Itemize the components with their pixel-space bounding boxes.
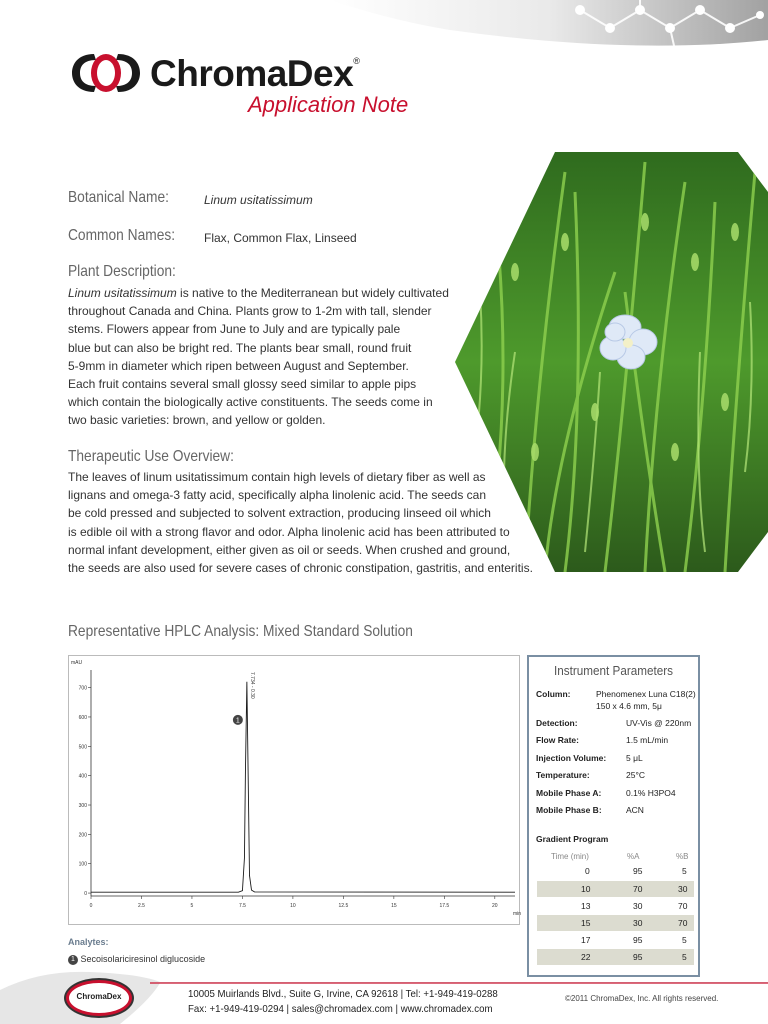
chromatogram-trace [91,682,515,892]
molecule-decoration [330,0,768,60]
param-value: 5 μL [626,753,643,763]
footer-logo-text: ChromaDex [76,992,122,1001]
instrument-parameters-panel [527,655,700,977]
column-value-2: 150 x 4.6 mm, 5μ [596,701,662,711]
plant-description-heading: Plant Description: [68,263,176,280]
param-label: Flow Rate: [536,735,579,745]
gradient-row: 17 95 5 [581,935,687,945]
x-tick-label: 15 [391,903,397,909]
param-label: Detection: [536,718,578,728]
plant-description-text: Linum usitatissimum is native to the Mediterranean but widely cultivated throughout Canada and China. Plants grow to 1-2m with tall, slender stems. Flowers appear from June to July and are typically pale blue but can also be bright red. The plants bear small, round fruit 5-9mm in diameter which ripen between August and September. Each fruit contains several small glossy seed similar to apple pips which contain the biologically active constituents. The seeds come in two basic varieties: brown, and yellow or golden. [68,286,449,428]
column-label: Column: [536,689,571,699]
chromatogram-chart [68,655,520,925]
x-tick-label: 0 [89,903,93,909]
hplc-heading: Representative HPLC Analysis: Mixed Standard Solution [68,623,413,640]
analyte-number-badge: 1 [68,955,78,965]
footer-address: 10005 Muirlands Blvd., Suite G, Irvine, CA 92618 | Tel: +1-949-419-0288 [188,988,498,1000]
param-value: 0.1% H3PO4 [626,788,676,798]
x-axis-label: min [513,911,521,917]
x-tick-label: 2.5 [137,903,145,909]
y-tick-label: 0 [84,891,87,898]
y-tick-label: 600 [78,714,87,721]
x-tick-label: 10 [290,903,296,909]
y-tick-label: 300 [78,803,87,810]
x-tick-label: 17.5 [439,903,450,909]
x-tick-label: 20 [492,903,498,909]
common-names-value: Flax, Common Flax, Linseed [204,231,357,245]
application-note-title: Application Note [248,92,409,117]
param-label: Mobile Phase B: [536,805,602,815]
y-tick-label: 700 [78,685,87,692]
instrument-parameters-title: Instrument Parameters [554,663,673,678]
gradient-program-title: Gradient Program [536,834,609,844]
gradient-header: %A [627,852,640,861]
therapeutic-text: The leaves of linum usitatissimum contain high levels of dietary fiber as well as lignans and omega-3 fatty acid, specifically alpha linolenic acid. The seeds can be cold pressed and subjected to solvent extraction, producing linseed oil which is edible oil with a strong flavor and odor. Alpha linolenic acid has been attributed to normal infant development, either given as oil or seeds. When crushed and ground, the seeds are also used for severe cases of chronic constipation, gastritis, and enteritis. [68,470,533,576]
y-axis-label: mAU [71,660,83,666]
x-tick-label: 5 [190,903,194,909]
gradient-row: 13 30 70 [581,901,688,911]
param-label: Temperature: [536,770,590,780]
chromadex-logo-icon [70,50,142,96]
gradient-row: 22 95 5 [537,949,694,965]
param-label: Mobile Phase A: [536,788,602,798]
y-tick-label: 200 [78,832,87,839]
analyte-name: Secoisolariciresinol diglucoside [80,954,206,964]
chromatogram-svg [69,656,521,926]
column-value-1: Phenomenex Luna C18(2) [596,689,696,699]
brand-name: ChromaDex® [150,53,360,94]
analytes-heading: Analytes: [68,937,109,947]
param-value: ACN [626,805,644,815]
plant-description-lead: Linum usitatissimum [68,286,177,300]
param-value: 1.5 mL/min [626,735,669,745]
gradient-row: 15 30 70 [537,915,694,931]
param-label: Injection Volume: [536,753,607,763]
y-tick-label: 400 [78,773,87,780]
footer-contact: Fax: +1-949-419-0294 | sales@chromadex.com | www.chromadex.com [188,1003,493,1015]
gradient-row: 0 95 5 [585,866,687,876]
peak-label: 7.734 - 0.30 [248,672,255,699]
peak-number: 1 [235,717,240,725]
footer-logo [66,980,132,1016]
footer-copyright: ©2011 ChromaDex, Inc. All rights reserved. [565,994,719,1003]
x-tick-label: 7.5 [238,903,246,909]
param-value: UV-Vis @ 220nm [626,718,692,728]
x-tick-label: 12.5 [338,903,349,909]
botanical-name-value: Linum usitatissimum [204,193,313,207]
gradient-header: Time (min) [551,852,589,861]
y-tick-label: 500 [78,744,87,751]
gradient-header: %B [676,852,689,861]
param-value: 25°C [626,770,645,780]
therapeutic-heading: Therapeutic Use Overview: [68,448,234,465]
y-tick-label: 100 [78,861,87,868]
botanical-name-label: Botanical Name: [68,189,169,206]
gradient-row: 10 70 30 [537,881,694,897]
common-names-label: Common Names: [68,227,176,244]
